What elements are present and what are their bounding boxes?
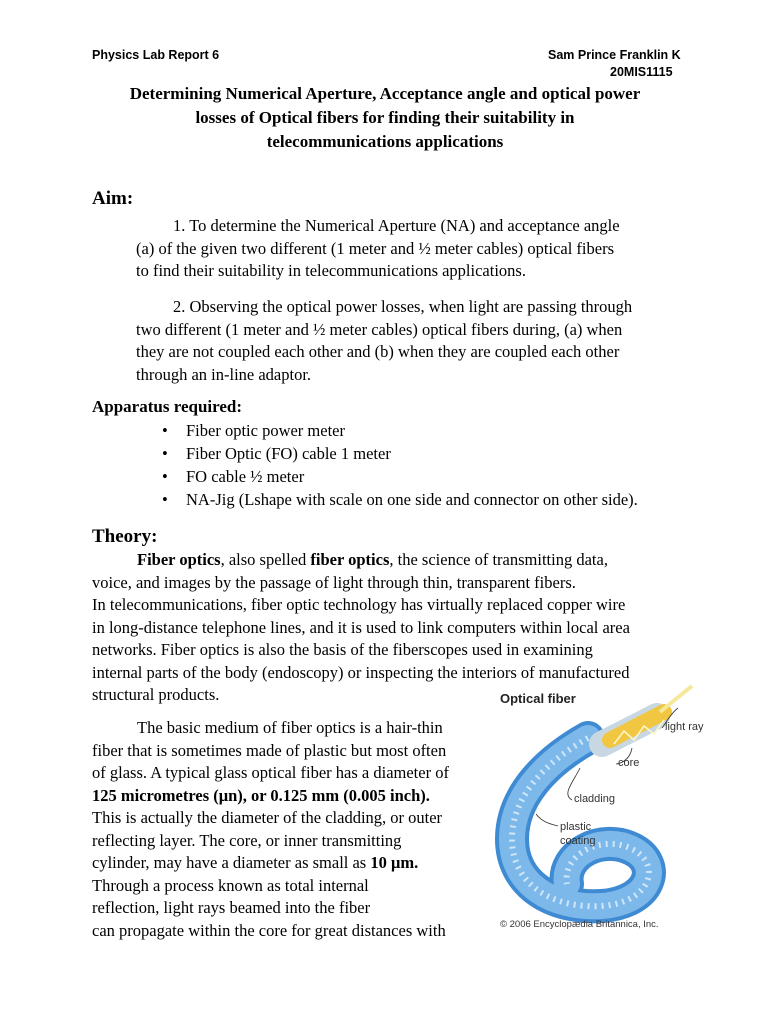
- apparatus-heading: Apparatus required:: [92, 397, 243, 416]
- theory-paragraph-2: [92, 717, 449, 942]
- label-cladding: cladding: [574, 793, 615, 805]
- text-line: [92, 785, 449, 808]
- text-span: , the science of transmitting data,: [389, 550, 608, 569]
- bold-term: Fiber optics: [137, 550, 221, 569]
- figure-title: Optical fiber: [500, 691, 576, 706]
- header-left: Physics Lab Report 6: [92, 48, 220, 62]
- text-line: networks. Fiber optics is also the basis of the fiberscopes used in examining: [92, 640, 593, 659]
- list-item: • Fiber Optic (FO) cable 1 meter: [160, 442, 638, 465]
- text-line: of glass. A typical glass optical fiber has a diameter of: [92, 763, 449, 782]
- header-author: Sam Prince Franklin K: [548, 48, 681, 62]
- optical-fiber-figure: [492, 684, 732, 934]
- text-line: In telecommunications, fiber optic technology has virtually replaced copper wire: [92, 595, 626, 614]
- text-line: structural products.: [92, 685, 220, 704]
- label-plastic: plastic: [560, 821, 592, 833]
- text-line: (a) of the given two different (1 meter and ½ meter cables) optical fibers: [136, 238, 615, 258]
- title-line: losses of Optical fibers for finding their suitability in: [195, 108, 575, 127]
- aim-heading: Aim:: [92, 188, 134, 209]
- text-line: fiber that is sometimes made of plastic but most often: [92, 740, 447, 760]
- aim-paragraph-1: [136, 215, 620, 283]
- text-span: cylinder, may have a diameter as small as: [92, 853, 371, 872]
- label-coating: coating: [560, 835, 596, 847]
- text-line: reflecting layer. The core, or inner transmitting: [92, 830, 402, 850]
- list-item: • FO cable ½ meter: [160, 465, 638, 488]
- aim-paragraph-2: [136, 296, 632, 386]
- label-core: core: [618, 757, 640, 769]
- light-ray-beam: [660, 686, 692, 712]
- text-line: two different (1 meter and ½ meter cables) optical fibers during, (a) when: [136, 319, 623, 339]
- bold-measure: 125 micrometres (μn), or 0.125 mm (0.005 inch).: [92, 785, 430, 805]
- text-line: This is actually the diameter of the cladding, or outer: [92, 808, 443, 827]
- list-item: • NA-Jig (Lshape with scale on one side and connector on other side).: [160, 488, 638, 511]
- text-line: to find their suitability in telecommunications applications.: [136, 261, 526, 280]
- text-line: The basic medium of fiber optics is a hair-thin: [137, 718, 443, 737]
- bold-measure: 10 μm.: [370, 853, 419, 872]
- text-line: reflection, light rays beamed into the fiber: [92, 898, 371, 917]
- leader-line: [536, 814, 558, 826]
- figure-credit: © 2006 Encyclopædia Britannica, Inc.: [500, 919, 659, 930]
- label-light-ray: light ray: [665, 721, 704, 733]
- text-line: through an in-line adaptor.: [136, 364, 312, 384]
- text-line: Through a process known as total internal: [92, 875, 369, 895]
- text-line: in long-distance telephone lines, and it is used to link computers within local area: [92, 617, 630, 637]
- text-span: , also spelled: [220, 550, 311, 569]
- text-line: can propagate within the core for great distances with: [92, 920, 446, 940]
- bold-term: fiber optics: [310, 550, 390, 569]
- theory-heading: Theory:: [92, 526, 158, 547]
- title-line: telecommunications applications: [266, 132, 504, 151]
- theory-paragraph-1: [92, 549, 630, 707]
- title-line: Determining Numerical Aperture, Acceptance angle and optical power: [129, 84, 641, 103]
- header-id: 20MIS1115: [610, 65, 673, 79]
- text-line: [92, 852, 449, 875]
- list-item: • Fiber optic power meter: [160, 419, 638, 442]
- text-line: internal parts of the body (endoscopy) or inspecting the interiors of manufactured: [92, 662, 630, 682]
- text-line: 2. Observing the optical power losses, when light are passing through: [173, 297, 633, 316]
- text-line: voice, and images by the passage of light through thin, transparent fibers.: [92, 572, 576, 592]
- apparatus-list: [160, 419, 638, 511]
- text-line: [92, 549, 630, 572]
- text-line: 1. To determine the Numerical Aperture (NA) and acceptance angle: [173, 216, 620, 235]
- page-title: [60, 82, 710, 154]
- text-line: they are not coupled each other and (b) when they are coupled each other: [136, 342, 620, 361]
